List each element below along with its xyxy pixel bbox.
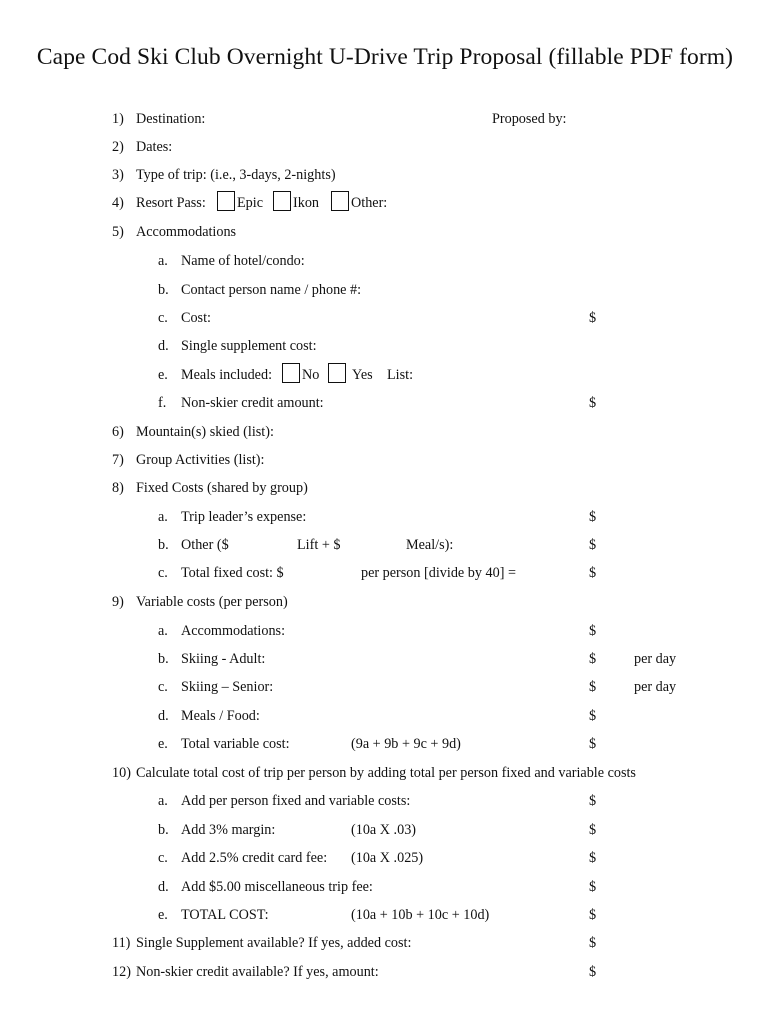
item-number: 4) [112, 195, 124, 211]
epic-checkbox[interactable] [217, 191, 235, 211]
calculate-total-heading: Calculate total cost of trip per person by adding total per person fixed and variable costs [136, 765, 636, 781]
item-number: 2) [112, 139, 124, 155]
trip-leader-expense-label: Trip leader’s expense: [181, 509, 307, 525]
sub-letter: b. [158, 537, 169, 553]
var-accommodations-label: Accommodations: [181, 623, 286, 639]
dollar-sign: $ [589, 310, 597, 326]
dollar-sign: $ [589, 537, 597, 553]
dates-label: Dates: [136, 139, 173, 155]
sub-letter: b. [158, 651, 169, 667]
credit-card-fee-label: Add 2.5% credit card fee: [181, 850, 328, 866]
dollar-sign: $ [589, 935, 597, 951]
variable-costs-heading: Variable costs (per person) [136, 594, 288, 610]
total-variable-cost-label: Total variable cost: [181, 736, 290, 752]
fixed-costs-heading: Fixed Costs (shared by group) [136, 480, 308, 496]
formula-text: (10a + 10b + 10c + 10d) [351, 907, 490, 923]
item-number: 10) [112, 765, 131, 781]
meals-yes-label: Yes [352, 367, 373, 383]
sub-letter: a. [158, 623, 168, 639]
item-number: 8) [112, 480, 124, 496]
meals-no-checkbox[interactable] [282, 363, 300, 383]
meals-label: Meal/s): [406, 537, 454, 553]
item-number: 12) [112, 964, 131, 980]
mountains-label: Mountain(s) skied (list): [136, 424, 274, 440]
other-label: Other: [351, 195, 388, 211]
total-fixed-cost-label: Total fixed cost: $ [181, 565, 284, 581]
sub-letter: d. [158, 879, 169, 895]
item-number: 5) [112, 224, 124, 240]
dollar-sign: $ [589, 736, 597, 752]
sub-letter: c. [158, 679, 168, 695]
margin-label: Add 3% margin: [181, 822, 276, 838]
dollar-sign: $ [589, 964, 597, 980]
sub-letter: e. [158, 907, 168, 923]
single-supplement-label: Single supplement cost: [181, 338, 317, 354]
ikon-label: Ikon [293, 195, 320, 211]
meals-no-label: No [302, 367, 320, 383]
accommodations-heading: Accommodations [136, 224, 237, 240]
per-person-label: per person [divide by 40] = [361, 565, 516, 581]
single-supplement-available-label: Single Supplement available? If yes, added cost: [136, 935, 412, 951]
formula-text: (9a + 9b + 9c + 9d) [351, 736, 461, 752]
sub-letter: b. [158, 282, 169, 298]
misc-fee-label: Add $5.00 miscellaneous trip fee: [181, 879, 373, 895]
skiing-senior-label: Skiing – Senior: [181, 679, 274, 695]
non-skier-credit-label: Non-skier credit amount: [181, 395, 324, 411]
item-number: 1) [112, 111, 124, 127]
dollar-sign: $ [589, 509, 597, 525]
sub-letter: d. [158, 708, 169, 724]
destination-label: Destination: [136, 111, 206, 127]
item-number: 11) [112, 935, 131, 951]
contact-person-label: Contact person name / phone #: [181, 282, 362, 298]
meals-food-label: Meals / Food: [181, 708, 260, 724]
item-number: 6) [112, 424, 124, 440]
meals-yes-checkbox[interactable] [328, 363, 346, 383]
hotel-name-label: Name of hotel/condo: [181, 253, 305, 269]
proposed-by-label: Proposed by: [492, 111, 567, 127]
total-cost-label: TOTAL COST: [181, 907, 269, 923]
cost-label: Cost: [181, 310, 211, 326]
sub-letter: c. [158, 565, 168, 581]
non-skier-credit-available-label: Non-skier credit available? If yes, amount: [136, 964, 379, 980]
other-cost-label: Other ($ [181, 537, 229, 553]
dollar-sign: $ [589, 395, 597, 411]
dollar-sign: $ [589, 793, 597, 809]
sub-letter: c. [158, 310, 168, 326]
skiing-adult-label: Skiing - Adult: [181, 651, 266, 667]
dollar-sign: $ [589, 679, 597, 695]
form-title: Cape Cod Ski Club Overnight U-Drive Trip Proposal (fillable PDF form) [36, 44, 734, 70]
dollar-sign: $ [589, 879, 597, 895]
trip-type-label: Type of trip: (i.e., 3-days, 2-nights) [136, 167, 336, 183]
meals-included-label: Meals included: [181, 367, 273, 383]
sub-letter: b. [158, 822, 169, 838]
sub-letter: d. [158, 338, 169, 354]
dollar-sign: $ [589, 708, 597, 724]
per-day-label: per day [634, 651, 677, 667]
meals-list-label: List: [387, 367, 414, 383]
other-checkbox[interactable] [331, 191, 349, 211]
dollar-sign: $ [589, 565, 597, 581]
sub-letter: c. [158, 850, 168, 866]
sub-letter: f. [158, 395, 167, 411]
lift-label: Lift + $ [297, 537, 341, 553]
sub-letter: a. [158, 253, 168, 269]
item-number: 7) [112, 452, 124, 468]
resort-pass-label: Resort Pass: [136, 195, 206, 211]
sub-letter: a. [158, 793, 168, 809]
dollar-sign: $ [589, 822, 597, 838]
sub-letter: e. [158, 367, 168, 383]
sub-letter: e. [158, 736, 168, 752]
epic-label: Epic [237, 195, 263, 211]
item-number: 9) [112, 594, 124, 610]
formula-text: (10a X .025) [351, 850, 424, 866]
dollar-sign: $ [589, 850, 597, 866]
dollar-sign: $ [589, 651, 597, 667]
add-fixed-variable-label: Add per person fixed and variable costs: [181, 793, 411, 809]
group-activities-label: Group Activities (list): [136, 452, 265, 468]
sub-letter: a. [158, 509, 168, 525]
dollar-sign: $ [589, 623, 597, 639]
formula-text: (10a X .03) [351, 822, 417, 838]
item-number: 3) [112, 167, 124, 183]
dollar-sign: $ [589, 907, 597, 923]
ikon-checkbox[interactable] [273, 191, 291, 211]
per-day-label: per day [634, 679, 677, 695]
